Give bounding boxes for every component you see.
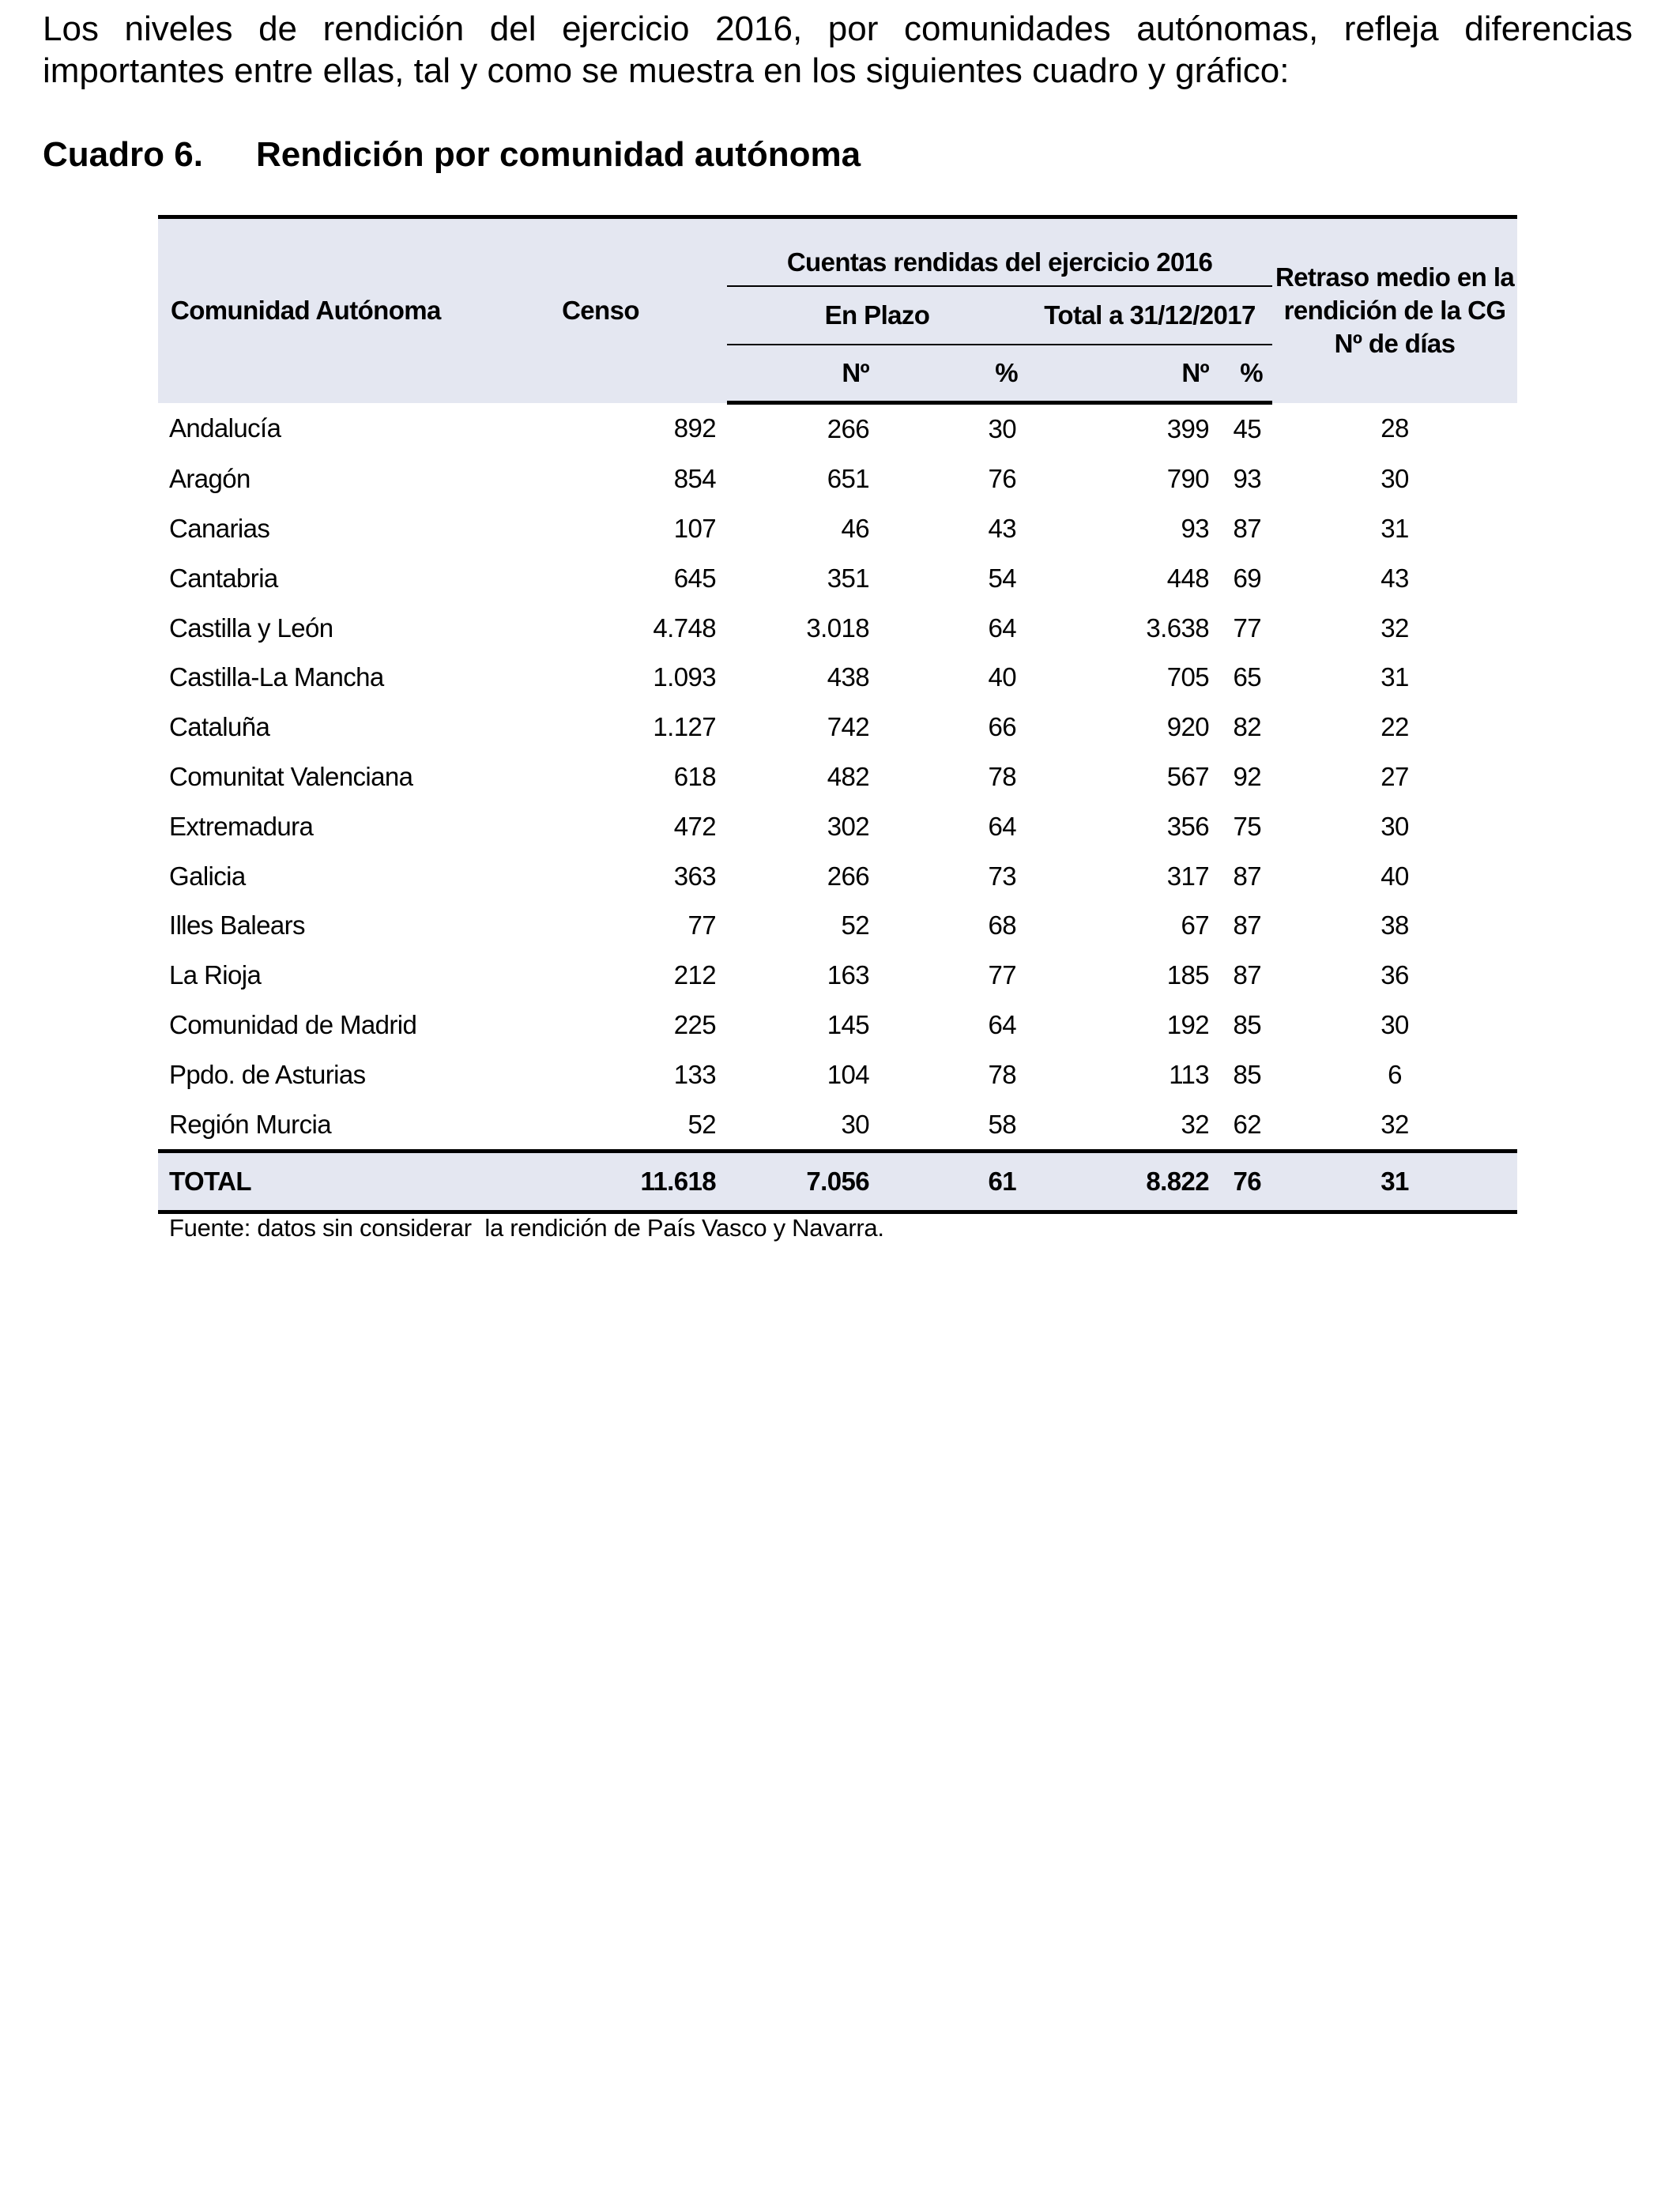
total-total-num: 8.822 [1027,1151,1209,1212]
cell-comunidad: Región Murcia [169,1109,331,1139]
cell-comunidad: La Rioja [169,960,262,990]
cell-total-pct: 69 [1233,563,1262,593]
cell-comunidad: Galicia [169,861,246,891]
total-row [158,1151,1517,1212]
cell-total-num: 93 [1181,513,1209,543]
caption-number: Cuadro 6. [43,135,203,174]
cell-plazo-num: 163 [827,960,869,990]
table-row [158,752,1517,802]
header-retraso-line3: Nº de días [1334,329,1456,359]
cell-plazo-num: 104 [827,1059,869,1089]
cell-plazo-num: 30 [841,1109,869,1139]
cell-comunidad: Illes Balears [169,910,305,941]
cell-censo: 1.093 [653,662,716,692]
cell-censo: 212 [673,960,716,990]
cell-plazo-pct: 77 [988,960,1016,990]
header-retraso [1272,217,1517,403]
cell-total-pct: 87 [1233,960,1262,990]
cell-retraso: 43 [1381,563,1409,593]
cell-plazo-pct: 54 [988,563,1016,593]
table-row [158,504,1517,554]
table-row [158,403,1517,454]
cell-comunidad: Extremadura [169,811,314,841]
table-row [158,553,1517,603]
cell-plazo-num: 266 [827,414,869,444]
cell-comunidad: Aragón [169,464,250,494]
header-plazo-pct: % [869,345,1027,403]
table-row [158,603,1517,653]
cell-plazo-num: 52 [841,910,869,941]
header-total-num: Nº [1027,345,1209,403]
table-row [158,454,1517,504]
cell-plazo-pct: 78 [988,761,1016,791]
cell-plazo-pct: 43 [988,513,1016,543]
cell-plazo-num: 145 [827,1009,869,1039]
cell-plazo-pct: 76 [988,464,1016,494]
cell-total-num: 113 [1169,1059,1209,1089]
cell-total-num: 790 [1166,464,1209,494]
cell-retraso: 40 [1381,861,1409,891]
cell-retraso: 28 [1381,413,1409,443]
cell-plazo-num: 742 [827,712,869,742]
cell-total-pct: 87 [1233,910,1262,941]
cell-total-pct: 92 [1233,761,1262,791]
header-cuentas-label: Cuentas rendidas del ejercicio 2016 [786,247,1213,277]
cell-censo: 363 [673,861,716,891]
cell-total-pct: 85 [1233,1009,1262,1039]
cell-censo: 618 [673,761,716,791]
cell-total-num: 67 [1181,910,1209,941]
cell-total-pct: 45 [1233,414,1262,444]
cell-retraso: 36 [1381,960,1409,990]
cell-plazo-pct: 66 [988,712,1016,742]
intro-paragraph: Los niveles de rendición del ejercicio 2016, por comunidades autónomas, refleja diferencias importantes entre ellas, tal y como se muestra en los siguientes cuadro y gráfico: [43,9,1633,90]
header-total-label: Total a 31/12/2017 [1044,300,1256,330]
header-comunidad: Comunidad Autónoma [158,217,474,403]
table-caption [43,131,861,179]
cell-retraso: 31 [1381,662,1409,692]
cell-censo: 107 [673,513,716,543]
cell-total-pct: 77 [1233,613,1262,643]
cell-plazo-num: 302 [827,811,869,841]
header-censo: Censo [474,217,727,403]
header-plazo-num: Nº [727,345,869,403]
cell-plazo-num: 266 [827,861,869,891]
cell-comunidad: Canarias [169,513,270,543]
total-censo: 11.618 [474,1151,727,1212]
cell-total-num: 3.638 [1146,613,1209,643]
cell-total-pct: 87 [1233,513,1262,543]
cell-plazo-pct: 64 [988,613,1016,643]
table-row [158,1001,1517,1050]
cell-comunidad: Cantabria [169,563,278,593]
cell-total-num: 317 [1166,861,1209,891]
total-retraso: 31 [1272,1151,1517,1212]
cell-censo: 1.127 [653,712,716,742]
rendicion-table [158,215,1517,1214]
cell-plazo-num: 3.018 [806,613,869,643]
table-row [158,851,1517,901]
cell-total-num: 32 [1181,1109,1209,1139]
cell-plazo-pct: 78 [988,1059,1016,1089]
total-label: TOTAL [158,1151,474,1212]
table-row [158,1050,1517,1099]
cell-plazo-pct: 58 [988,1109,1016,1139]
cell-censo: 472 [673,811,716,841]
cell-total-num: 399 [1166,414,1209,444]
cell-censo: 892 [673,413,716,443]
cell-comunidad: Cataluña [169,712,270,742]
total-plazo-pct: 61 [869,1151,1027,1212]
cell-total-num: 185 [1166,960,1209,990]
cell-retraso: 22 [1381,712,1409,742]
cell-comunidad: Comunitat Valenciana [169,761,413,791]
cell-comunidad: Castilla y León [169,613,333,643]
cell-comunidad: Castilla-La Mancha [169,662,384,692]
table-row [158,653,1517,703]
table-row [158,951,1517,1001]
cell-plazo-pct: 30 [988,414,1016,444]
source-note: Fuente: datos sin considerar la rendición de País Vasco y Navarra. [169,1214,884,1242]
cell-plazo-pct: 64 [988,811,1016,841]
header-retraso-line2: rendición de la CG [1283,296,1506,326]
cell-total-num: 567 [1166,761,1209,791]
cell-total-pct: 65 [1233,662,1262,692]
header-en-plazo-label: En Plazo [824,300,930,330]
total-plazo-num: 7.056 [727,1151,869,1212]
cell-retraso: 30 [1381,811,1409,841]
cell-total-pct: 87 [1233,861,1262,891]
cell-comunidad: Ppdo. de Asturias [169,1059,366,1089]
cell-retraso: 30 [1381,1009,1409,1039]
cell-total-pct: 85 [1233,1059,1262,1089]
header-total-pct: % [1209,345,1272,403]
cell-censo: 52 [687,1109,716,1139]
cell-total-pct: 82 [1233,712,1262,742]
cell-total-pct: 75 [1233,811,1262,841]
table-row [158,801,1517,851]
cell-retraso: 27 [1381,761,1409,791]
cell-censo: 645 [673,563,716,593]
cell-retraso: 38 [1381,910,1409,941]
caption-title: Rendición por comunidad autónoma [256,135,861,174]
cell-total-num: 192 [1166,1009,1209,1039]
cell-comunidad: Andalucía [169,413,281,443]
cell-plazo-num: 482 [827,761,869,791]
cell-plazo-num: 351 [827,563,869,593]
cell-censo: 854 [673,464,716,494]
cell-plazo-num: 46 [841,513,869,543]
table-row [158,1099,1517,1151]
header-cuentas [727,217,1272,287]
cell-total-num: 705 [1166,662,1209,692]
cell-retraso: 31 [1381,513,1409,543]
cell-total-num: 356 [1166,811,1209,841]
cell-plazo-pct: 64 [988,1009,1016,1039]
cell-retraso: 30 [1381,464,1409,494]
total-total-pct: 76 [1209,1151,1272,1212]
cell-censo: 225 [673,1009,716,1039]
cell-plazo-pct: 73 [988,861,1016,891]
rendicion-table-container [158,215,1517,1214]
cell-retraso: 32 [1381,1109,1409,1139]
cell-censo: 133 [673,1059,716,1089]
cell-retraso: 32 [1381,613,1409,643]
cell-plazo-num: 438 [827,662,869,692]
cell-censo: 77 [687,910,716,941]
cell-plazo-pct: 40 [988,662,1016,692]
cell-plazo-num: 651 [827,464,869,494]
cell-total-num: 448 [1166,563,1209,593]
header-en-plazo [727,286,1027,345]
cell-total-pct: 93 [1233,464,1262,494]
cell-plazo-pct: 68 [988,910,1016,941]
header-retraso-line1: Retraso medio en la [1275,262,1515,292]
header-total [1027,286,1272,345]
cell-retraso: 6 [1388,1059,1402,1089]
cell-total-num: 920 [1166,712,1209,742]
table-row [158,703,1517,752]
cell-comunidad: Comunidad de Madrid [169,1009,417,1039]
table-row [158,901,1517,951]
table-body [158,403,1517,1152]
cell-censo: 4.748 [653,613,716,643]
cell-total-pct: 62 [1233,1109,1262,1139]
